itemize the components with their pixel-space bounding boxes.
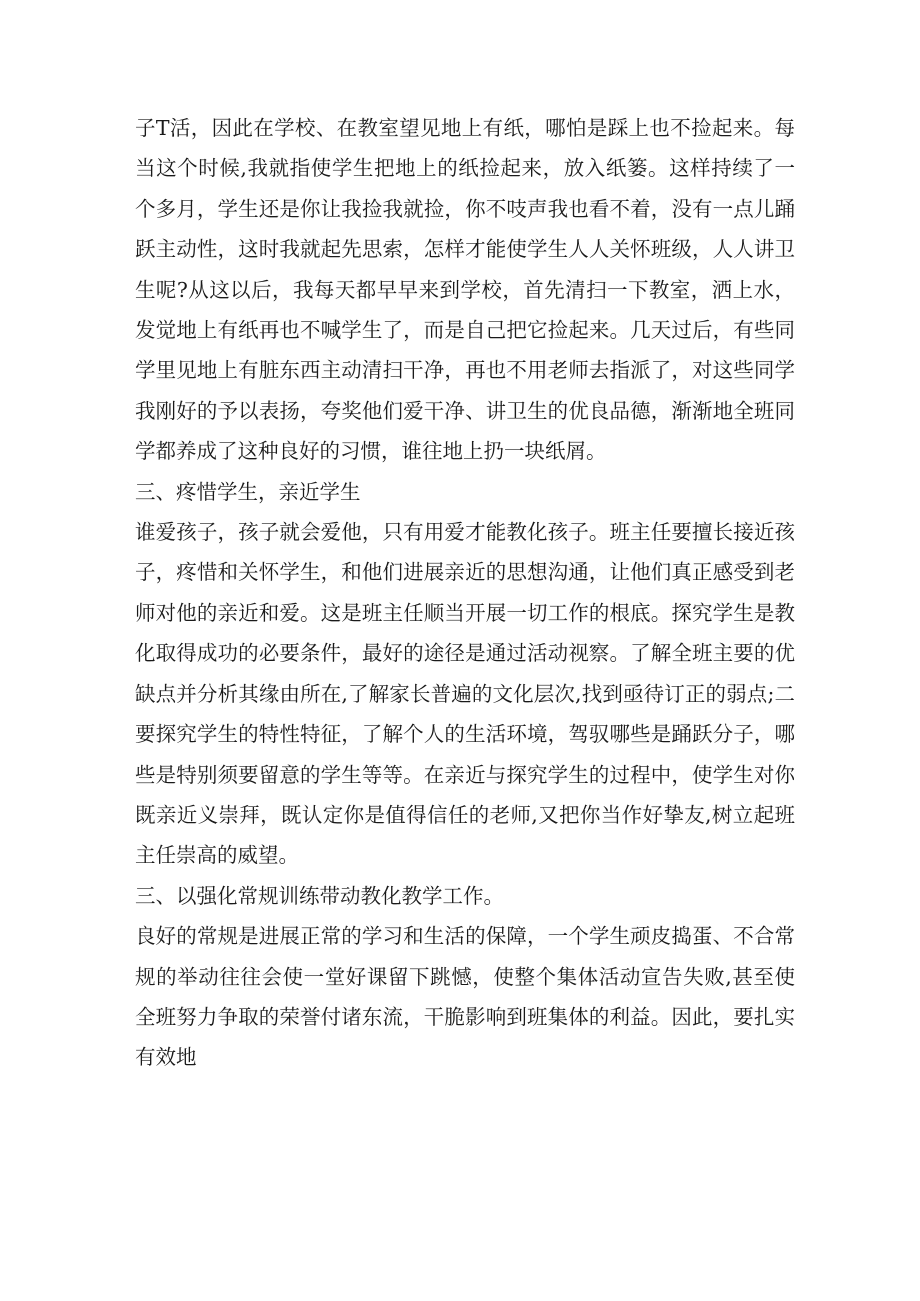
section-heading: 三、疼惜学生，亲近学生 [135, 479, 361, 504]
document-body [135, 108, 795, 1078]
body-paragraph: 子T活，因此在学校、在教室望见地上有纸，哪怕是踩上也不捡起来。每当这个时候,我就指使学生把地上的纸捡起来，放入纸篓。这样持续了一个多月，学生还是你让我捡我就捡，你不吱声我也看不着，没有一点儿踊跃主动性，这时我就起先思索，怎样才能使学生人人关怀班级，人人讲卫生呢?从这以后，我每天都早早来到学校，首先清扫一下教室，洒上水，发觉地上有纸再也不喊学生了，而是自己把它捡起来。几天过后，有些同学里见地上有脏东西主动清扫干净，再也不用老师去指派了，对这些同学我刚好的予以表扬，夸奖他们爱干净、讲卫生的优良品德，渐渐地全班同学都养成了这种良好的习惯，谁往地上扔一块纸屑。 [135, 116, 795, 464]
body-paragraph: 良好的常规是进展正常的学习和生活的保障，一个学生顽皮捣蛋、不合常规的举动往往会使一堂好课留下跳憾，使整个集体活动宣告失败,甚至使全班努力争取的荣誉付诸东流，干脆影响到班集体的利益。因此，要扎实有效地 [135, 924, 795, 1070]
body-paragraph: 谁爱孩子，孩子就会爱他，只有用爱才能教化孩子。班主任要擅长接近孩子，疼惜和关怀学生，和他们进展亲近的思想沟通，让他们真正感受到老师对他的亲近和爱。这是班主任顺当开展一切工作的根底。探究学生是教化取得成功的必要条件，最好的途径是通过活动视察。了解全班主要的优缺点并分析其缘由所在,了解家长普遍的文化层次,找到亟待订正的弱点;二要探究学生的特性特征，了解个人的生活环境，驾驭哪些是踊跃分子，哪些是特别须要留意的学生等等。在亲近与探究学生的过程中，使学生对你既亲近义崇拜，既认定你是值得信任的老师,又把你当作好挚友,树立起班主任崇高的威望。 [135, 520, 795, 868]
section-heading: 三、以强化常规训练带动教化教学工作。 [135, 883, 504, 908]
